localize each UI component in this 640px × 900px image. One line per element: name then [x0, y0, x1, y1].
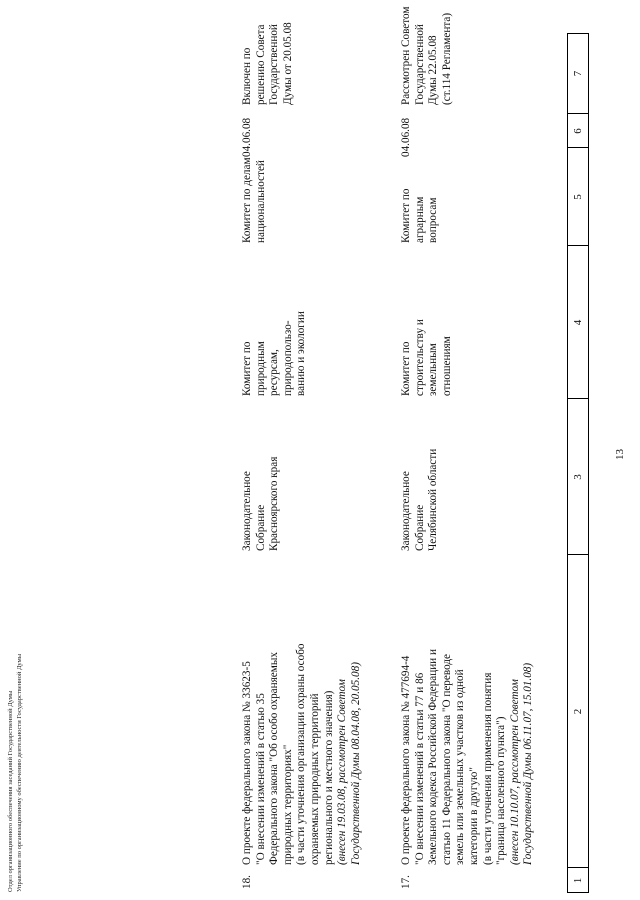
row-number: 17.: [400, 875, 412, 889]
co-executor-committee: Комитет по природным ресурсам, природопользо- ванию и экологии: [241, 311, 308, 396]
initiator: Законодательное Собрание Челябинской области: [400, 448, 440, 551]
column-header-4: 4: [572, 319, 584, 326]
review-date: 04.06.08: [241, 117, 253, 157]
bill-history: (внесен 19.03.08, рассмотрен Советом Государственной Думы 08.04.08, 20.05.08): [336, 662, 362, 865]
responsible-committee: Комитет по аграрным вопросам: [400, 188, 440, 243]
bill-description: [400, 555, 536, 865]
status-note: Включен по решению Совета Государственной Думы от 20.05.08: [241, 22, 294, 105]
page-footer: [6, 654, 24, 892]
table-border-left: [567, 892, 588, 893]
footer-line-2: Управление по организационному обеспечению деятельности Государственной Думы: [16, 653, 23, 892]
column-header-3: 3: [572, 474, 584, 480]
column-divider: [567, 245, 588, 246]
column-divider: [567, 554, 588, 555]
column-header-7: 7: [572, 70, 584, 77]
column-header-5: 5: [572, 194, 584, 200]
column-header-2: 2: [572, 708, 584, 715]
footer-line-1: Отдел организационного обеспечения заседаний Государственной Думы: [7, 690, 14, 892]
co-executor-committee: Комитет по строительству и земельным отношениям: [400, 319, 453, 396]
bill-title: О проекте федерального закона № 477694-4 "О внесении изменений в статьи 77 и 86 Земельного кодекса Российской Федерации и статью 11 Федерального закона "О переводе земель или земельных участков из одной категории в другую" (в части уточнения применения понятия "граница населенного пункта"): [400, 649, 508, 865]
column-divider: [567, 113, 588, 114]
status-note: Рассмотрен Советом Государственной Думы 22.05.08 (ст.114 Регламента): [400, 6, 453, 105]
column-divider: [567, 398, 588, 399]
row-number: 18.: [241, 875, 253, 889]
initiator: Законодательное Собрание Красноярского края: [241, 456, 281, 551]
bills-table: [60, 6, 590, 893]
bill-description: [241, 555, 363, 865]
table-border-right: [567, 33, 588, 34]
column-header-6: 6: [572, 128, 584, 134]
column-header-1: 1: [572, 877, 584, 884]
page-number: 13: [614, 449, 626, 460]
column-divider: [567, 867, 588, 868]
responsible-committee: Комитет по делам национальностей: [241, 157, 267, 243]
table-header-row: [567, 33, 589, 893]
column-divider: [567, 147, 588, 148]
review-date: 04.06.08: [400, 117, 412, 157]
bill-title: О проекте федерального закона № 33623-5 "О внесении изменений в статью 35 Федерального закона "Об особо охраняемых природных территориях" (в части уточнения организации охраны особо охраняемых природных территорий регионального и местного значения): [241, 643, 335, 865]
bill-history: (внесен 10.10.07, рассмотрен Советом Государственной Думы 06.11.07, 15.01.08): [508, 662, 535, 865]
